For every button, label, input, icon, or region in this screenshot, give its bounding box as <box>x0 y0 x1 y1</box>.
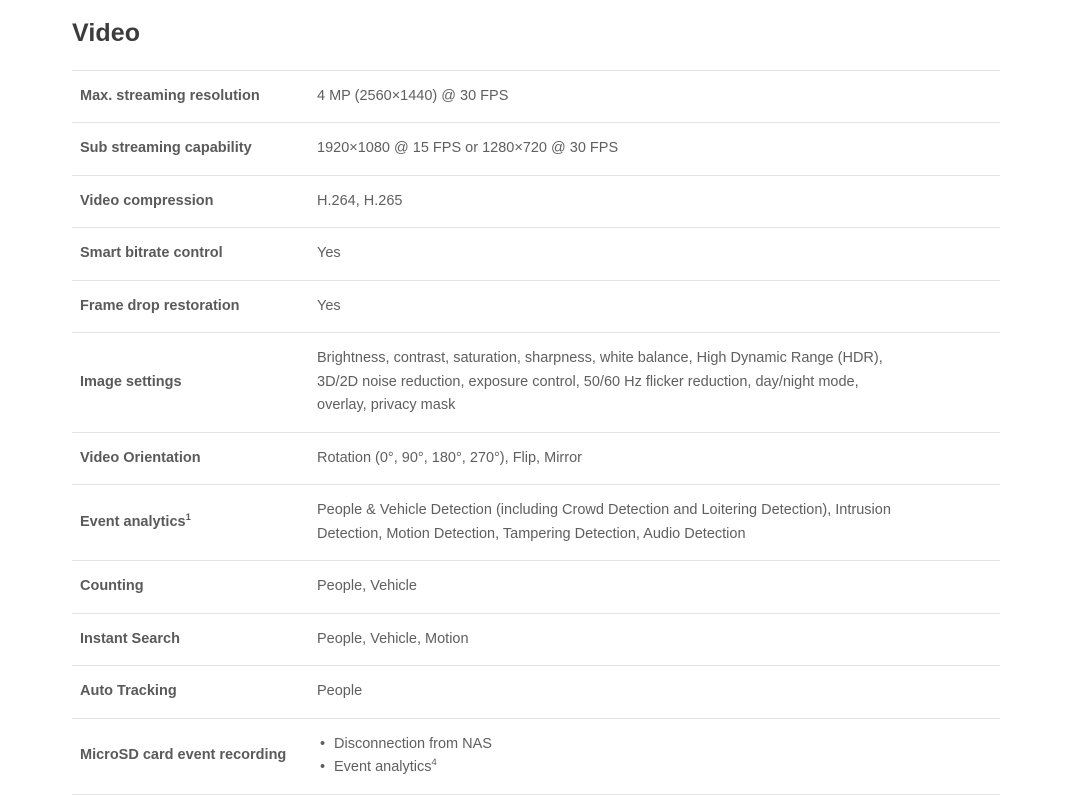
spec-value-line: overlay, privacy mask <box>317 397 456 414</box>
spec-value-line: H.264, H.265 <box>317 192 403 209</box>
spec-value-line: 3D/2D noise reduction, exposure control, 50/60 Hz flicker reduction, day/night mode, <box>317 373 859 390</box>
spec-label <box>72 432 317 484</box>
spec-value-line: People & Vehicle Detection (including Crowd Detection and Loitering Detection), Intrusion <box>317 502 891 519</box>
list-item-text: Disconnection from NAS <box>334 735 492 752</box>
spec-value <box>317 666 1000 718</box>
spec-value-list <box>317 733 992 780</box>
spec-value-line: Yes <box>317 245 341 262</box>
spec-value <box>317 280 1000 332</box>
table-row <box>72 561 1000 613</box>
list-item <box>334 733 992 756</box>
spec-value <box>317 71 1000 123</box>
spec-label-text: Video Orientation <box>80 449 201 466</box>
spec-value <box>317 613 1000 665</box>
table-row <box>72 333 1000 432</box>
spec-label <box>72 485 317 561</box>
spec-value-line: Detection, Motion Detection, Tampering Detection, Audio Detection <box>317 525 746 542</box>
footnote-marker: 4 <box>431 757 437 769</box>
page-title: Video <box>72 19 141 47</box>
spec-label <box>72 718 317 794</box>
footnote-marker: 1 <box>185 512 191 524</box>
spec-value-line: Rotation (0°, 90°, 180°, 270°), Flip, Mirror <box>317 449 582 466</box>
specifications-table <box>72 70 1000 795</box>
spec-value-line: People, Vehicle, Motion <box>317 630 469 647</box>
spec-label-text: Image settings <box>80 373 182 390</box>
table-row <box>72 718 1000 794</box>
spec-value-line: People, Vehicle <box>317 578 417 595</box>
spec-value <box>317 485 1000 561</box>
spec-value-line: Yes <box>317 297 341 314</box>
spec-label-text: Event analytics <box>80 513 186 530</box>
spec-value <box>317 228 1000 280</box>
spec-value-line: 4 MP (2560×1440) @ 30 FPS <box>317 88 509 104</box>
spec-value <box>317 432 1000 484</box>
spec-value <box>317 561 1000 613</box>
list-item-text: Event analytics <box>334 759 432 776</box>
table-row <box>72 175 1000 227</box>
table-row <box>72 613 1000 665</box>
spec-label-text: Sub streaming capability <box>80 140 252 157</box>
spec-value <box>317 123 1000 175</box>
spec-label-text: Smart bitrate control <box>80 245 223 262</box>
specifications-table-body <box>72 71 1000 795</box>
spec-label <box>72 613 317 665</box>
spec-value-line: 1920×1080 @ 15 FPS or 1280×720 @ 30 FPS <box>317 140 619 157</box>
spec-value <box>317 333 1000 432</box>
spec-value <box>317 175 1000 227</box>
spec-label <box>72 175 317 227</box>
spec-label <box>72 333 317 432</box>
spec-label <box>72 228 317 280</box>
spec-label-text: Auto Tracking <box>80 683 177 700</box>
spec-label <box>72 71 317 123</box>
table-row <box>72 71 1000 123</box>
table-row <box>72 485 1000 561</box>
spec-label-text: Video compression <box>80 192 214 209</box>
spec-label-text: MicroSD card event recording <box>80 747 287 764</box>
spec-label <box>72 666 317 718</box>
spec-label-text: Frame drop restoration <box>80 297 240 314</box>
list-item <box>334 756 992 779</box>
table-row <box>72 280 1000 332</box>
table-row <box>72 123 1000 175</box>
spec-label <box>72 561 317 613</box>
spec-value <box>317 718 1000 794</box>
spec-label-text: Counting <box>80 578 144 595</box>
table-row <box>72 666 1000 718</box>
spec-label-text: Max. streaming resolution <box>80 87 260 104</box>
spec-label <box>72 280 317 332</box>
spec-label-text: Instant Search <box>80 630 180 647</box>
table-row <box>72 228 1000 280</box>
spec-value-line: Brightness, contrast, saturation, sharpness, white balance, High Dynamic Range (HDR), <box>317 350 883 367</box>
spec-label <box>72 123 317 175</box>
table-row <box>72 432 1000 484</box>
spec-value-line: People <box>317 683 363 700</box>
spec-section <box>72 0 1000 795</box>
